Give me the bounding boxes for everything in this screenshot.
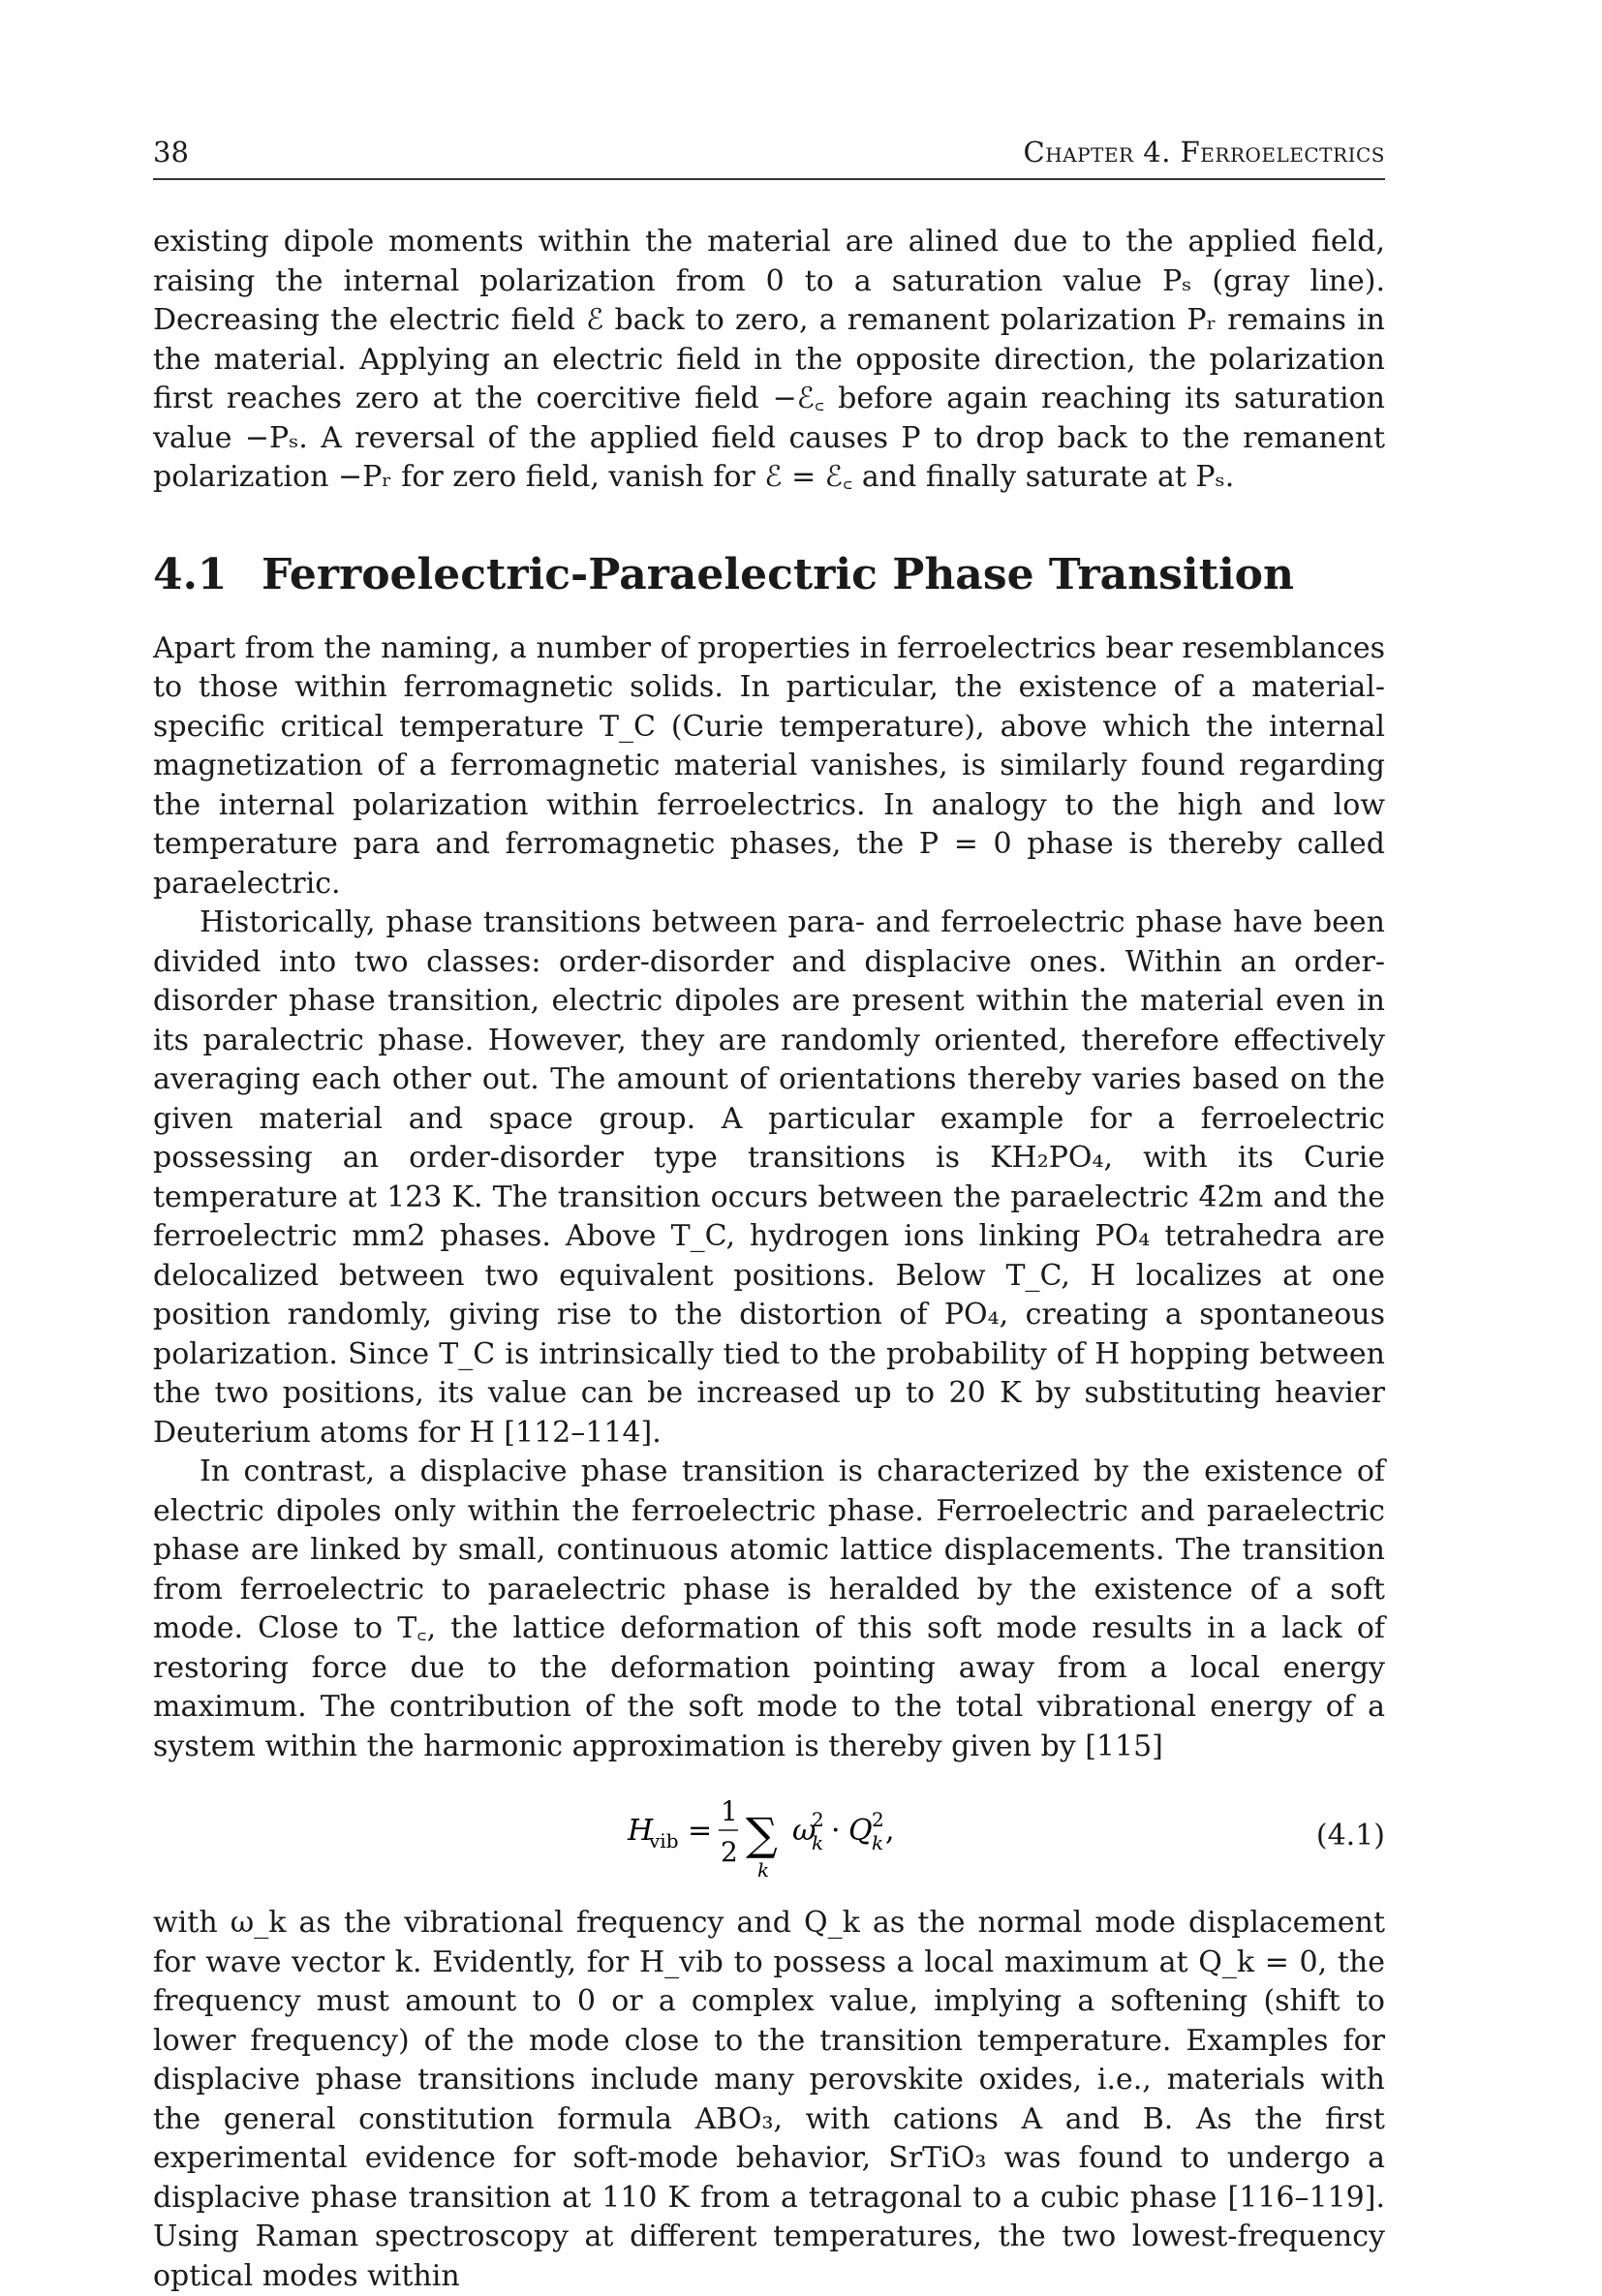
- page: [153, 136, 1385, 2296]
- section-number: 4.1: [153, 549, 228, 599]
- svg-text:vib: vib: [649, 1829, 679, 1852]
- equation-svg: [628, 1790, 918, 1886]
- paragraph-1: existing dipole moments within the material are alined due to the applied field, raising the internal polarization from 0 to a saturation value Pₛ (gray line). Decreasing the electric field ℰ back to zero, a remanent polarization Pᵣ remains in the material. Applying an electric field in the opposite direction, the polarization first reaches zero at the coercitive field −ℰ꜀ before again reaching its saturation value −Pₛ. A reversal of the applied field causes P to drop back to the remanent polarization −Pᵣ for zero field, vanish for ℰ = ℰ꜀ and finally saturate at Pₛ.: [153, 225, 1385, 494]
- body-text: [153, 223, 1385, 2296]
- paragraph-2: Apart from the naming, a number of properties in ferroelectrics bear resemblances to those within ferromagnetic solids. In particular, the existence of a material-specific critical temperature T_C (Curie temperature), above which the internal magnetization of a ferromagnetic material vanishes, is similarly found regarding the internal polarization within ferroelectrics. In analogy to the high and low temperature para and ferromagnetic phases, the P = 0 phase is thereby called paraelectric.: [153, 630, 1385, 901]
- paragraph-3: Historically, phase transitions between para- and ferroelectric phase have been divided into two classes: order-disorder and displacive ones. Within an order-disorder phase transition, electric dipoles are present within the material even in its paralectric phase. However, they are randomly oriented, therefore effectively averaging each other out. The amount of orientations thereby varies based on the given material and space group. A particular example for a ferroelectric possessing an order-disorder type transitions is KH₂PO₄, with its Curie temperature at 123 K. The transition occurs between the paraelectric 4̄2m and the ferroelectric mm2 phases. Above T_C, hydrogen ions linking PO₄ tetrahedra are delocalized between two equivalent positions. Below T_C, H localizes at one position randomly, giving rise to the distortion of PO₄, creating a spontaneous polarization. Since T_C is intrinsically tied to the probability of H hopping between the two positions, its value can be increased up to 20 K by substituting heavier Deuterium atoms for H [112–114].: [153, 905, 1385, 1450]
- svg-text:k: k: [872, 1831, 884, 1854]
- equation-formula: [628, 1790, 918, 1898]
- svg-text:=: =: [688, 1814, 713, 1848]
- svg-text:1: 1: [721, 1795, 738, 1827]
- equation-4-1: [153, 1780, 1385, 1894]
- section-heading: [153, 548, 1385, 602]
- svg-text:k: k: [812, 1831, 824, 1854]
- svg-text:,: ,: [885, 1814, 895, 1848]
- chapter-title: Chapter 4. Ferroelectrics: [1023, 136, 1385, 168]
- svg-text:H: H: [628, 1814, 654, 1848]
- svg-text:k: k: [757, 1858, 770, 1882]
- svg-text:2: 2: [721, 1836, 738, 1868]
- svg-text:·: ·: [831, 1814, 841, 1848]
- svg-text:∑: ∑: [746, 1808, 778, 1860]
- page-number: 38: [153, 136, 189, 168]
- svg-text:ω: ω: [792, 1814, 816, 1848]
- section-title: Ferroelectric-Paraelectric Phase Transition: [262, 549, 1294, 599]
- paragraph-4: In contrast, a displacive phase transition is characterized by the existence of electric dipoles only within the ferroelectric phase. Ferroelectric and paraelectric phase are linked by small, continuous atomic lattice displacements. The transition from ferroelectric to paraelectric phase is heralded by the existence of a soft mode. Close to T꜀, the lattice deformation of this soft mode results in a lack of restoring force due to the deformation pointing away from a local energy maximum. The contribution of the soft mode to the total vibrational energy of a system within the harmonic approximation is thereby given by [115]: [153, 1454, 1385, 1763]
- running-header: [153, 136, 1385, 180]
- svg-text:2: 2: [872, 1808, 884, 1831]
- svg-text:2: 2: [812, 1808, 824, 1831]
- paragraph-5: with ω_k as the vibrational frequency and Q_k as the normal mode displacement for wave vector k. Evidently, for H_vib to possess a local maximum at Q_k = 0, the frequency must amount to 0 or a complex value, implying a softening (shift to lower frequency) of the mode close to the transition temperature. Examples for displacive phase transitions include many perovskite oxides, i.e., materials with the general constitution formula ABO₃, with cations A and B. As the first experimental evidence for soft-mode behavior, SrTiO₃ was found to undergo a displacive phase transition at 110 K from a tetragonal to a cubic phase [116–119]. Using Raman spectroscopy at different temperatures, the two lowest-frequency optical modes within: [153, 1906, 1385, 2293]
- equation-number: (4.1): [1315, 1819, 1385, 1852]
- svg-text:Q: Q: [848, 1814, 873, 1848]
